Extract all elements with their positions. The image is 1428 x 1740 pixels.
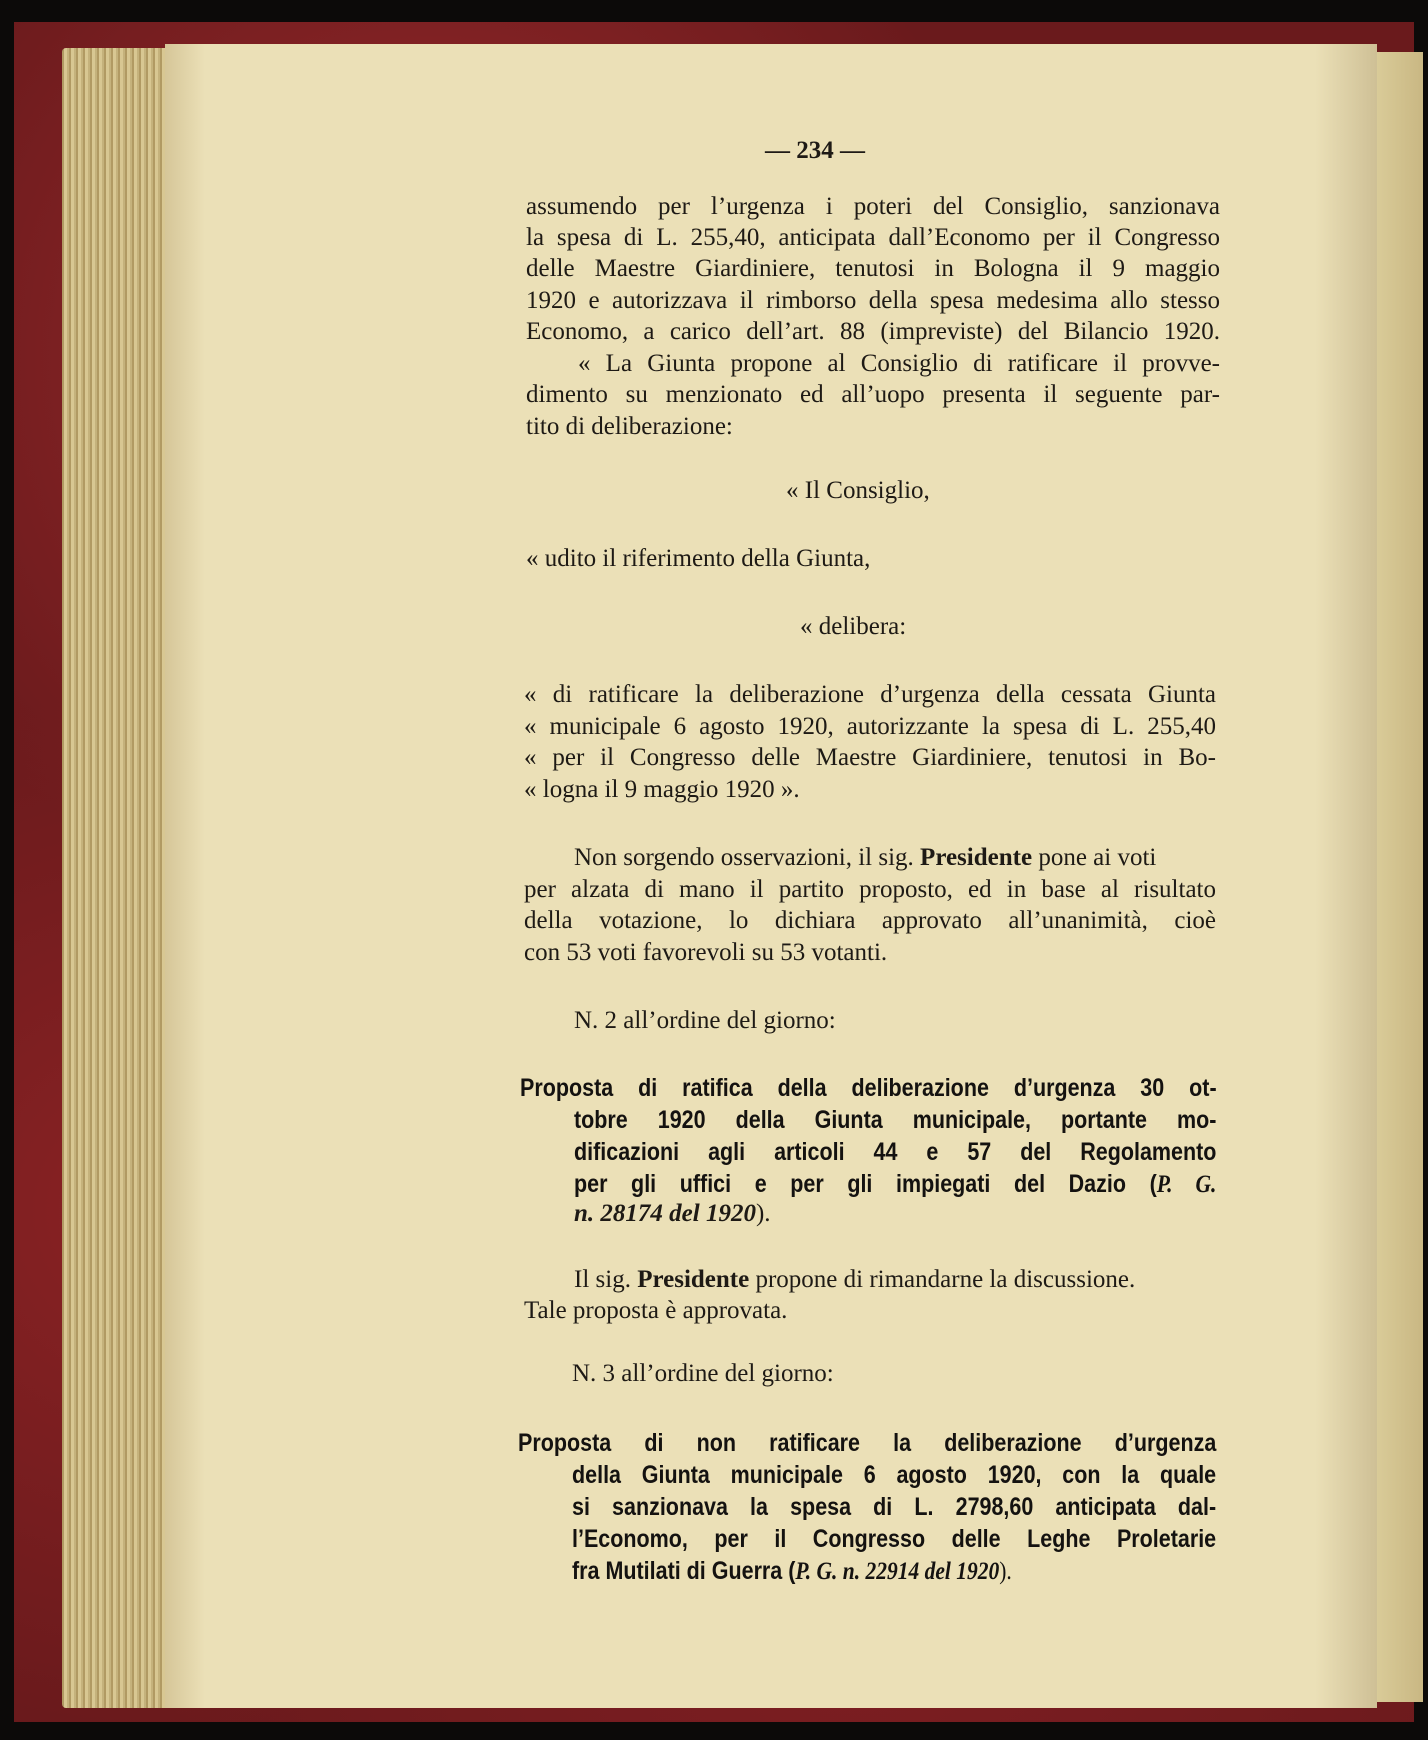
ratifica-line: « per il Congresso delle Maestre Giardiniere, tenutosi in Bo- bbox=[524, 744, 1216, 771]
ratifica-line: « logna il 9 maggio 1920 ». bbox=[524, 776, 800, 803]
presidente-name: Presidente bbox=[637, 1266, 750, 1293]
presidente-name: Presidente bbox=[920, 844, 1033, 871]
giunta-line: dimento su menzionato ed all’uopo presenta il seguente par- bbox=[526, 381, 1220, 408]
item3-title-line: si sanzionava la spesa di L. 2798,60 anticipata dal- bbox=[572, 1493, 1217, 1521]
outcome-line bbox=[574, 1265, 1135, 1295]
intro-line: assumendo per l’urgenza i poteri del Consiglio, sanzionava bbox=[526, 193, 1220, 220]
vote-line: della votazione, lo dichiara approvato all’unanimità, cioè bbox=[524, 907, 1216, 934]
item2-title-line: Proposta di ratifica della deliberazione d’urgenza 30 ot- bbox=[520, 1074, 1217, 1102]
item3-title-line: Proposta di non ratificare la deliberazione d’urgenza bbox=[518, 1429, 1217, 1457]
vote-line: con 53 voti favorevoli su 53 votanti. bbox=[524, 939, 888, 966]
giunta-line: « La Giunta propone al Consiglio di ratificare il provve- bbox=[578, 350, 1220, 377]
item2-ref-line bbox=[574, 1199, 771, 1229]
giunta-line: tito di deliberazione: bbox=[526, 413, 733, 440]
item2-title-text: per gli uffici e per gli impiegati del Dazio ( bbox=[574, 1170, 1157, 1198]
vote-line bbox=[574, 843, 1156, 873]
outcome-line: Tale proposta è approvata. bbox=[524, 1297, 788, 1324]
item2-title-line: tobre 1920 della Giunta municipale, portante mo- bbox=[574, 1106, 1217, 1134]
intro-line: la spesa di L. 255,40, anticipata dall’Economo per il Congresso bbox=[526, 224, 1220, 251]
item2-ref: P. G. bbox=[1156, 1171, 1217, 1198]
ratifica-line: « di ratificare la deliberazione d’urgenza della cessata Giunta bbox=[524, 681, 1216, 708]
il-consiglio: « Il Consiglio, bbox=[786, 477, 930, 504]
ratifica-line: « municipale 6 agosto 1920, autorizzante la spesa di L. 255,40 bbox=[524, 713, 1216, 740]
delibera-line: « delibera: bbox=[800, 613, 907, 640]
item2-label: N. 2 all’ordine del giorno: bbox=[574, 1007, 836, 1034]
page-number: — 234 — bbox=[765, 137, 865, 164]
intro-line: Economo, a carico dell’art. 88 (impreviste) del Bilancio 1920. bbox=[526, 318, 1220, 345]
next-page-leaf bbox=[1377, 52, 1423, 1702]
outcome-text: Il sig. bbox=[574, 1266, 631, 1293]
item2-title-line bbox=[574, 1169, 1216, 1200]
outcome-text: propone di rimandarne la discussione. bbox=[755, 1266, 1136, 1293]
item3-label: N. 3 all’ordine del giorno: bbox=[572, 1360, 834, 1387]
item3-title-line bbox=[572, 1556, 1012, 1587]
item3-ref-close: ). bbox=[999, 1558, 1012, 1585]
item3-title-line: l’Economo, per il Congresso delle Leghe Proletarie bbox=[572, 1525, 1217, 1553]
vote-line: per alzata di mano il partito proposto, ed in base al risultato bbox=[524, 876, 1216, 903]
item3-title-line: della Giunta municipale 6 agosto 1920, con la quale bbox=[572, 1461, 1217, 1489]
vote-text: pone ai voti bbox=[1038, 844, 1157, 871]
intro-line: 1920 e autorizzava il rimborso della spesa medesima allo stesso bbox=[526, 287, 1220, 314]
item2-ref-close: ). bbox=[755, 1200, 771, 1227]
item2-ref: n. 28174 del 1920 bbox=[574, 1200, 756, 1227]
item2-title-line: dificazioni agli articoli 44 e 57 del Regolamento bbox=[574, 1138, 1217, 1166]
vote-text: Non sorgendo osservazioni, il sig. bbox=[574, 844, 914, 871]
intro-line: delle Maestre Giardiniere, tenutosi in Bologna il 9 maggio bbox=[526, 255, 1220, 282]
page-edges bbox=[62, 48, 172, 1708]
item3-ref: P. G. n. 22914 del 1920 bbox=[795, 1558, 1000, 1585]
item3-title-text: fra Mutilati di Guerra ( bbox=[572, 1557, 796, 1585]
udito-line: « udito il riferimento della Giunta, bbox=[526, 545, 871, 572]
